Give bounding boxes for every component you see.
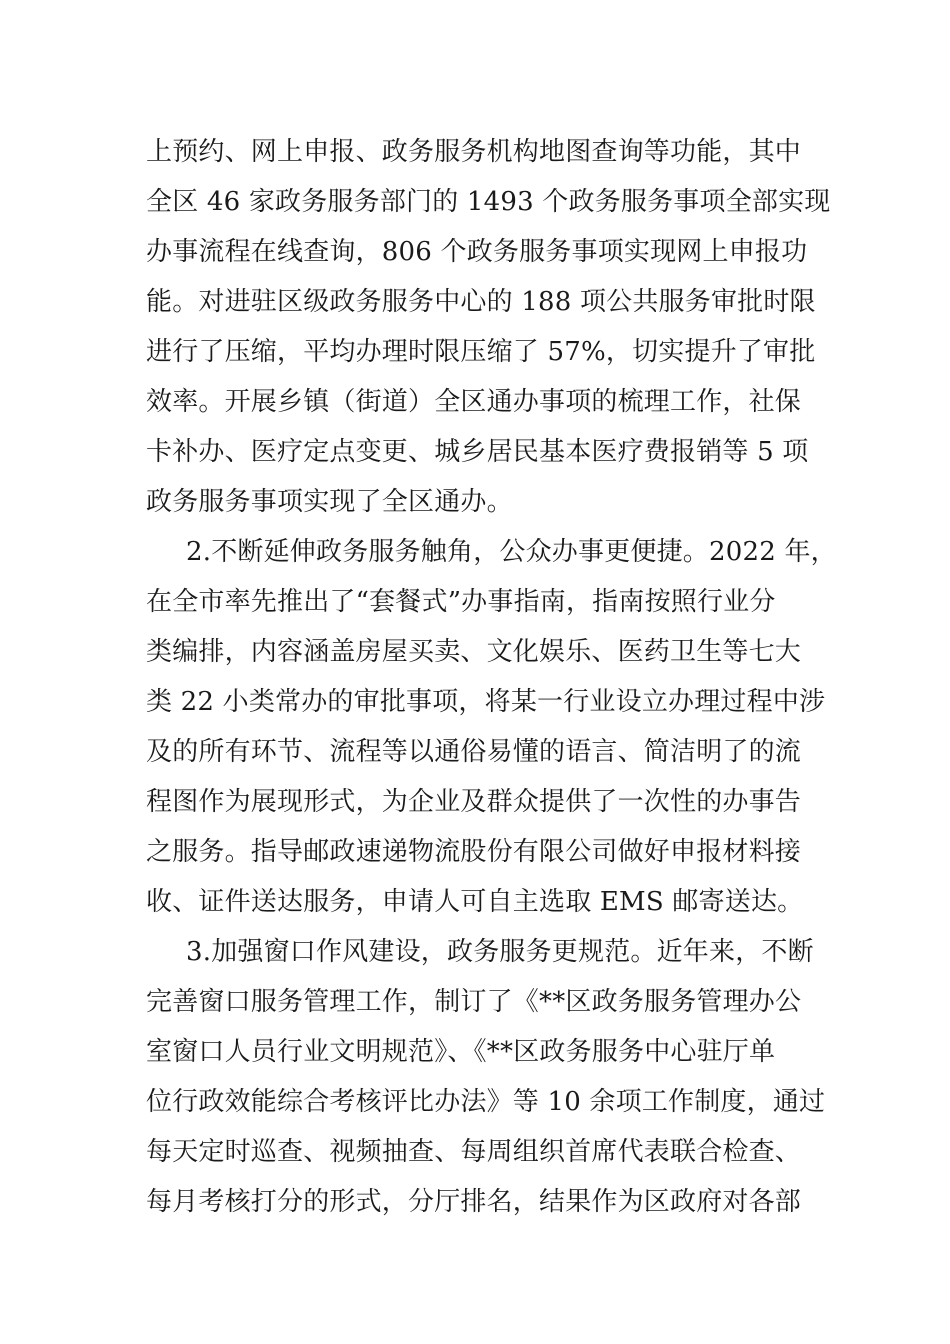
text-line: 及的所有环节、流程等以通俗易懂的语言、简洁明了的流 [146, 737, 802, 767]
text-line: 进行了压缩，平均办理时限压缩了 57%，切实提升了审批 [146, 337, 816, 367]
paragraph-2-start: 2.不断延伸政务服务触角，公众办事更便捷。2022 年， [186, 537, 837, 567]
paragraph-3-start: 3.加强窗口作风建设，政务服务更规范。近年来，不断 [186, 937, 814, 967]
text-line: 位行政效能综合考核评比办法》等 10 余项工作制度，通过 [146, 1087, 826, 1117]
text-line: 之服务。指导邮政速递物流股份有限公司做好申报材料接 [146, 837, 802, 867]
text-line: 政务服务事项实现了全区通办。 [146, 487, 513, 517]
text-line: 在全市率先推出了“套餐式”办事指南，指南按照行业分 [146, 587, 776, 617]
text-line: 卡补办、医疗定点变更、城乡居民基本医疗费报销等 5 项 [146, 437, 809, 467]
text-line: 效率。开展乡镇（街道）全区通办事项的梳理工作，社保 [146, 387, 802, 417]
text-line: 能。对进驻区级政务服务中心的 188 项公共服务审批时限 [146, 287, 816, 317]
text-line: 类 22 小类常办的审批事项，将某一行业设立办理过程中涉 [146, 687, 826, 717]
text-line: 程图作为展现形式，为企业及群众提供了一次性的办事告 [146, 787, 802, 817]
text-line: 上预约、网上申报、政务服务机构地图查询等功能，其中 [146, 137, 802, 167]
text-line: 类编排，内容涵盖房屋买卖、文化娱乐、医药卫生等七大 [146, 637, 802, 667]
text-line: 每天定时巡查、视频抽查、每周组织首席代表联合检查、 [146, 1137, 802, 1167]
text-line: 全区 46 家政务服务部门的 1493 个政务服务事项全部实现 [146, 187, 831, 217]
text-line: 室窗口人员行业文明规范》、《**区政务服务中心驻厅单 [146, 1037, 776, 1067]
text-line: 办事流程在线查询，806 个政务服务事项实现网上申报功 [146, 237, 808, 267]
text-line: 完善窗口服务管理工作，制订了《**区政务服务管理办公 [146, 987, 802, 1017]
text-line: 每月考核打分的形式，分厅排名，结果作为区政府对各部 [146, 1187, 802, 1217]
text-line: 收、证件送达服务，申请人可自主选取 EMS 邮寄送达。 [146, 887, 804, 917]
